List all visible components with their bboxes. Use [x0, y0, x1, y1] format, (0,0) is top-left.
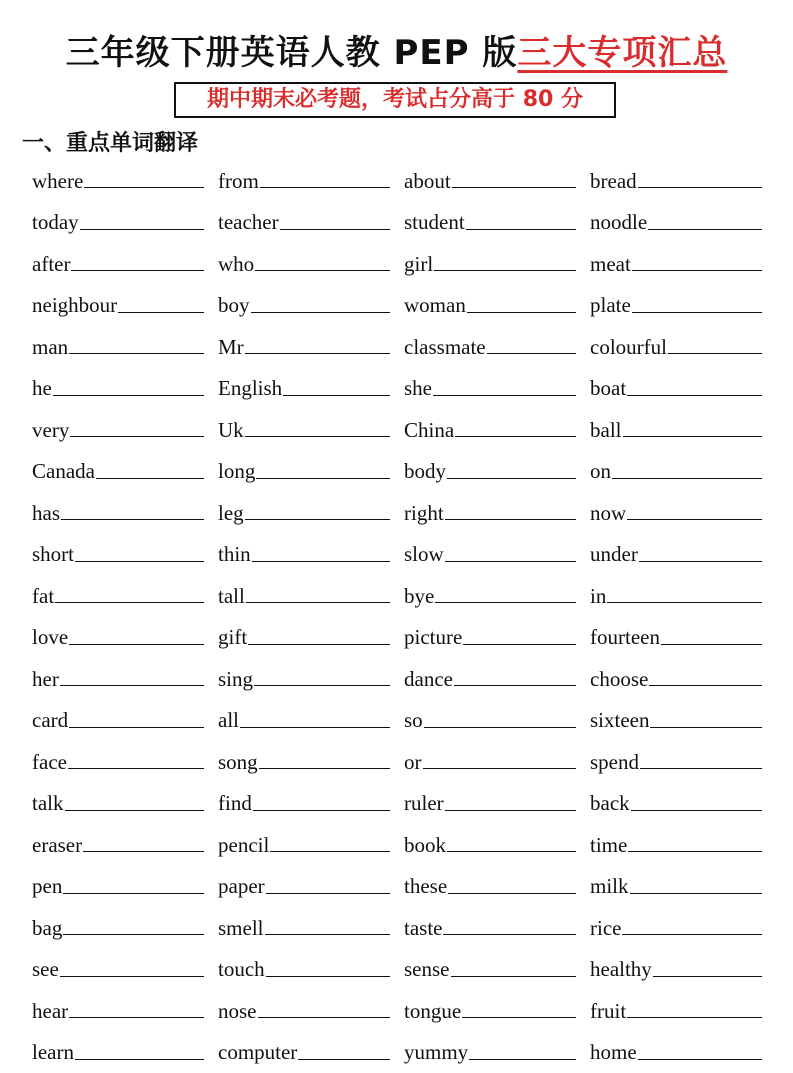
- answer-blank[interactable]: [632, 298, 762, 313]
- answer-blank[interactable]: [639, 547, 762, 562]
- word-cell: [590, 409, 762, 451]
- answer-blank[interactable]: [84, 173, 204, 188]
- word-cell: [32, 783, 204, 825]
- answer-blank[interactable]: [260, 173, 390, 188]
- title-main-text: 三年级下册英语人教 PEP 版: [66, 33, 518, 73]
- answer-blank[interactable]: [447, 464, 576, 479]
- answer-blank[interactable]: [435, 588, 576, 603]
- vocab-word: pencil: [218, 833, 269, 857]
- answer-blank[interactable]: [245, 505, 390, 520]
- word-cell: [218, 783, 390, 825]
- answer-blank[interactable]: [623, 422, 763, 437]
- word-cell: [32, 326, 204, 368]
- word-cell: [404, 160, 576, 202]
- title-highlight-text: 三大专项汇总: [517, 33, 727, 73]
- vocab-word: ruler: [404, 791, 444, 815]
- answer-blank[interactable]: [65, 796, 205, 811]
- answer-blank[interactable]: [463, 630, 576, 645]
- word-cell: [404, 243, 576, 285]
- vocab-word: paper: [218, 874, 265, 898]
- word-cell: [404, 326, 576, 368]
- word-cell: [218, 202, 390, 244]
- answer-blank[interactable]: [648, 215, 762, 230]
- answer-blank[interactable]: [69, 630, 204, 645]
- vocab-word: short: [32, 542, 74, 566]
- vocab-word: back: [590, 791, 630, 815]
- word-cell: [218, 617, 390, 659]
- word-cell: [590, 700, 762, 742]
- vocab-word: song: [218, 750, 258, 774]
- vocab-word: right: [404, 501, 444, 525]
- word-cell: [404, 783, 576, 825]
- vocab-word: yummy: [404, 1040, 468, 1064]
- word-cell: [404, 534, 576, 576]
- vocab-word: has: [32, 501, 60, 525]
- vocab-word: she: [404, 376, 432, 400]
- word-cell: [590, 451, 762, 493]
- answer-blank[interactable]: [455, 422, 576, 437]
- vocab-word: today: [32, 210, 79, 234]
- word-cell: [218, 285, 390, 327]
- vocab-word: touch: [218, 957, 265, 981]
- vocab-word: hear: [32, 999, 68, 1023]
- vocab-word: boy: [218, 293, 250, 317]
- answer-blank[interactable]: [265, 920, 391, 935]
- vocab-word: meat: [590, 252, 631, 276]
- word-cell: [32, 949, 204, 991]
- answer-blank[interactable]: [256, 464, 390, 479]
- word-cell: [218, 658, 390, 700]
- vocab-word: learn: [32, 1040, 74, 1064]
- answer-blank[interactable]: [630, 879, 762, 894]
- vocab-word: in: [590, 584, 606, 608]
- vocab-word: where: [32, 169, 83, 193]
- vocab-word: girl: [404, 252, 433, 276]
- answer-blank[interactable]: [661, 630, 762, 645]
- answer-blank[interactable]: [258, 1003, 391, 1018]
- word-cell: [404, 700, 576, 742]
- word-cell: [590, 741, 762, 783]
- word-cell: [218, 160, 390, 202]
- word-cell: [404, 658, 576, 700]
- word-cell: [590, 326, 762, 368]
- answer-blank[interactable]: [248, 630, 390, 645]
- vocab-word: bye: [404, 584, 434, 608]
- answer-blank[interactable]: [653, 962, 762, 977]
- word-cell: [32, 492, 204, 534]
- vocab-word: tongue: [404, 999, 461, 1023]
- answer-blank[interactable]: [63, 920, 204, 935]
- vocab-word: student: [404, 210, 465, 234]
- word-grid: [32, 160, 762, 1073]
- answer-blank[interactable]: [445, 505, 576, 520]
- answer-blank[interactable]: [627, 505, 762, 520]
- answer-blank[interactable]: [240, 713, 390, 728]
- answer-blank[interactable]: [69, 713, 204, 728]
- answer-blank[interactable]: [80, 215, 204, 230]
- word-cell: [404, 492, 576, 534]
- vocab-word: noodle: [590, 210, 647, 234]
- vocab-word: all: [218, 708, 239, 732]
- vocab-word: her: [32, 667, 59, 691]
- word-cell: [218, 409, 390, 451]
- answer-blank[interactable]: [443, 920, 576, 935]
- word-cell: [404, 368, 576, 410]
- vocab-word: these: [404, 874, 447, 898]
- vocab-word: leg: [218, 501, 244, 525]
- section-heading: 一、重点单词翻译: [22, 128, 198, 160]
- vocab-word: after: [32, 252, 70, 276]
- answer-blank[interactable]: [96, 464, 204, 479]
- answer-blank[interactable]: [283, 381, 390, 396]
- answer-blank[interactable]: [69, 1003, 204, 1018]
- vocab-word: colourful: [590, 335, 667, 359]
- word-cell: [590, 368, 762, 410]
- word-cell: [404, 202, 576, 244]
- word-cell: [590, 990, 762, 1032]
- vocab-word: pen: [32, 874, 62, 898]
- vocab-word: he: [32, 376, 52, 400]
- answer-blank[interactable]: [466, 215, 576, 230]
- vocab-word: talk: [32, 791, 64, 815]
- answer-blank[interactable]: [298, 1045, 390, 1060]
- vocab-word: choose: [590, 667, 648, 691]
- word-cell: [218, 866, 390, 908]
- answer-blank[interactable]: [423, 754, 577, 769]
- word-cell: [32, 285, 204, 327]
- vocab-word: time: [590, 833, 627, 857]
- word-cell: [32, 451, 204, 493]
- word-cell: [590, 1032, 762, 1073]
- word-cell: [404, 824, 576, 866]
- answer-blank[interactable]: [433, 381, 576, 396]
- vocab-word: Canada: [32, 459, 95, 483]
- word-cell: [590, 824, 762, 866]
- answer-blank[interactable]: [650, 713, 762, 728]
- vocab-word: on: [590, 459, 611, 483]
- vocab-word: body: [404, 459, 446, 483]
- vocab-word: Mr: [218, 335, 244, 359]
- answer-blank[interactable]: [445, 796, 576, 811]
- answer-blank[interactable]: [254, 671, 390, 686]
- word-cell: [590, 783, 762, 825]
- vocab-word: under: [590, 542, 638, 566]
- vocab-word: neighbour: [32, 293, 117, 317]
- word-cell: [32, 243, 204, 285]
- answer-blank[interactable]: [462, 1003, 576, 1018]
- vocab-word: now: [590, 501, 626, 525]
- word-cell: [404, 451, 576, 493]
- answer-blank[interactable]: [627, 381, 762, 396]
- word-cell: [32, 907, 204, 949]
- word-cell: [404, 617, 576, 659]
- word-cell: [218, 907, 390, 949]
- answer-blank[interactable]: [252, 547, 390, 562]
- word-cell: [218, 326, 390, 368]
- word-cell: [32, 368, 204, 410]
- vocab-word: about: [404, 169, 451, 193]
- vocab-word: computer: [218, 1040, 297, 1064]
- word-cell: [218, 534, 390, 576]
- answer-blank[interactable]: [53, 381, 204, 396]
- answer-blank[interactable]: [424, 713, 576, 728]
- answer-blank[interactable]: [612, 464, 762, 479]
- word-cell: [32, 700, 204, 742]
- word-cell: [32, 409, 204, 451]
- word-cell: [590, 202, 762, 244]
- answer-blank[interactable]: [445, 547, 576, 562]
- answer-blank[interactable]: [628, 837, 762, 852]
- word-cell: [404, 866, 576, 908]
- answer-blank[interactable]: [452, 173, 576, 188]
- word-cell: [218, 451, 390, 493]
- word-cell: [218, 824, 390, 866]
- vocab-word: plate: [590, 293, 631, 317]
- answer-blank[interactable]: [668, 339, 762, 354]
- answer-blank[interactable]: [70, 422, 204, 437]
- vocab-word: fruit: [590, 999, 626, 1023]
- answer-blank[interactable]: [246, 588, 390, 603]
- vocab-word: slow: [404, 542, 444, 566]
- answer-blank[interactable]: [280, 215, 390, 230]
- word-cell: [32, 741, 204, 783]
- vocab-word: eraser: [32, 833, 82, 857]
- vocab-word: classmate: [404, 335, 486, 359]
- vocab-word: healthy: [590, 957, 652, 981]
- page-title: [0, 30, 793, 76]
- word-cell: [218, 1032, 390, 1073]
- answer-blank[interactable]: [61, 505, 204, 520]
- answer-blank[interactable]: [447, 837, 576, 852]
- word-cell: [404, 990, 576, 1032]
- answer-blank[interactable]: [255, 256, 390, 271]
- answer-blank[interactable]: [83, 837, 204, 852]
- answer-blank[interactable]: [253, 796, 390, 811]
- answer-blank[interactable]: [638, 1045, 762, 1060]
- vocab-word: find: [218, 791, 252, 815]
- word-cell: [404, 575, 576, 617]
- vocab-word: woman: [404, 293, 466, 317]
- answer-blank[interactable]: [266, 962, 390, 977]
- word-cell: [404, 409, 576, 451]
- word-cell: [590, 243, 762, 285]
- word-cell: [32, 990, 204, 1032]
- answer-blank[interactable]: [631, 796, 762, 811]
- word-cell: [218, 741, 390, 783]
- vocab-word: China: [404, 418, 454, 442]
- answer-blank[interactable]: [63, 879, 204, 894]
- vocab-word: bread: [590, 169, 637, 193]
- word-cell: [218, 575, 390, 617]
- word-cell: [590, 658, 762, 700]
- word-cell: [218, 368, 390, 410]
- word-cell: [32, 534, 204, 576]
- answer-blank[interactable]: [75, 547, 204, 562]
- word-cell: [218, 990, 390, 1032]
- vocab-word: love: [32, 625, 68, 649]
- vocab-word: picture: [404, 625, 462, 649]
- vocab-word: card: [32, 708, 68, 732]
- answer-blank[interactable]: [245, 339, 390, 354]
- answer-blank[interactable]: [60, 671, 204, 686]
- word-cell: [590, 866, 762, 908]
- answer-blank[interactable]: [68, 754, 204, 769]
- answer-blank[interactable]: [622, 920, 762, 935]
- answer-blank[interactable]: [60, 962, 204, 977]
- word-cell: [32, 617, 204, 659]
- word-cell: [404, 1032, 576, 1073]
- vocab-word: very: [32, 418, 69, 442]
- answer-blank[interactable]: [55, 588, 204, 603]
- word-cell: [590, 492, 762, 534]
- word-cell: [590, 534, 762, 576]
- word-cell: [32, 575, 204, 617]
- vocab-word: from: [218, 169, 259, 193]
- answer-blank[interactable]: [434, 256, 576, 271]
- vocab-word: ball: [590, 418, 622, 442]
- answer-blank[interactable]: [270, 837, 390, 852]
- answer-blank[interactable]: [454, 671, 576, 686]
- word-cell: [404, 741, 576, 783]
- vocab-word: bag: [32, 916, 62, 940]
- vocab-word: fourteen: [590, 625, 660, 649]
- word-cell: [32, 202, 204, 244]
- vocab-word: nose: [218, 999, 257, 1023]
- vocab-word: tall: [218, 584, 245, 608]
- word-cell: [32, 824, 204, 866]
- word-cell: [32, 160, 204, 202]
- vocab-word: man: [32, 335, 68, 359]
- answer-blank[interactable]: [467, 298, 576, 313]
- answer-blank[interactable]: [487, 339, 576, 354]
- vocab-word: teacher: [218, 210, 279, 234]
- word-cell: [218, 492, 390, 534]
- answer-blank[interactable]: [469, 1045, 576, 1060]
- vocab-word: Uk: [218, 418, 244, 442]
- word-cell: [32, 866, 204, 908]
- answer-blank[interactable]: [448, 879, 576, 894]
- vocab-word: smell: [218, 916, 264, 940]
- word-cell: [590, 575, 762, 617]
- word-cell: [404, 949, 576, 991]
- vocab-word: spend: [590, 750, 639, 774]
- vocab-word: taste: [404, 916, 442, 940]
- word-cell: [218, 243, 390, 285]
- vocab-word: home: [590, 1040, 637, 1064]
- answer-blank[interactable]: [607, 588, 762, 603]
- answer-blank[interactable]: [75, 1045, 204, 1060]
- word-cell: [590, 617, 762, 659]
- answer-blank[interactable]: [266, 879, 390, 894]
- answer-blank[interactable]: [638, 173, 762, 188]
- answer-blank[interactable]: [118, 298, 204, 313]
- vocab-word: boat: [590, 376, 626, 400]
- vocab-word: sense: [404, 957, 450, 981]
- vocab-word: fat: [32, 584, 54, 608]
- answer-blank[interactable]: [451, 962, 577, 977]
- answer-blank[interactable]: [251, 298, 391, 313]
- vocab-word: face: [32, 750, 67, 774]
- answer-blank[interactable]: [245, 422, 390, 437]
- vocab-word: gift: [218, 625, 247, 649]
- word-cell: [590, 949, 762, 991]
- word-cell: [590, 907, 762, 949]
- answer-blank[interactable]: [69, 339, 204, 354]
- word-cell: [32, 1032, 204, 1073]
- vocab-word: or: [404, 750, 422, 774]
- vocab-word: who: [218, 252, 254, 276]
- answer-blank[interactable]: [259, 754, 390, 769]
- answer-blank[interactable]: [627, 1003, 762, 1018]
- answer-blank[interactable]: [640, 754, 762, 769]
- vocab-word: so: [404, 708, 423, 732]
- vocab-word: thin: [218, 542, 251, 566]
- vocab-word: book: [404, 833, 446, 857]
- vocab-word: sixteen: [590, 708, 649, 732]
- word-cell: [404, 907, 576, 949]
- vocab-word: English: [218, 376, 282, 400]
- answer-blank[interactable]: [71, 256, 204, 271]
- answer-blank[interactable]: [632, 256, 762, 271]
- word-cell: [218, 949, 390, 991]
- word-cell: [218, 700, 390, 742]
- vocab-word: sing: [218, 667, 253, 691]
- vocab-word: rice: [590, 916, 621, 940]
- word-cell: [404, 285, 576, 327]
- word-cell: [32, 658, 204, 700]
- subtitle-box: 期中期末必考题，考试占分高于 80 分: [174, 82, 616, 118]
- vocab-word: milk: [590, 874, 629, 898]
- vocab-word: long: [218, 459, 255, 483]
- answer-blank[interactable]: [649, 671, 762, 686]
- vocab-word: see: [32, 957, 59, 981]
- word-cell: [590, 285, 762, 327]
- vocab-word: dance: [404, 667, 453, 691]
- word-cell: [590, 160, 762, 202]
